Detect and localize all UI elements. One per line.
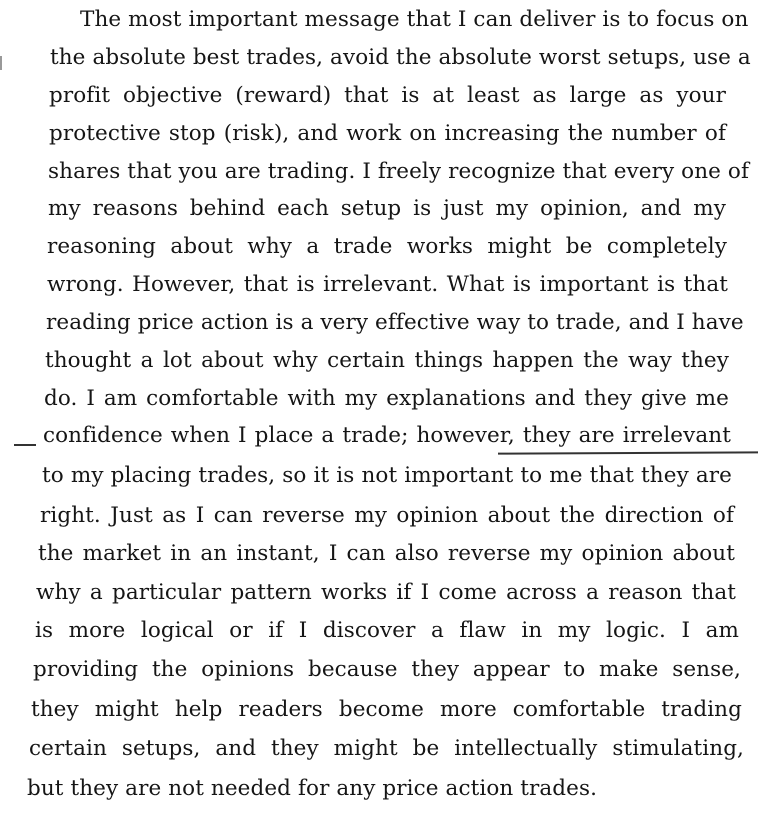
text-line: The most important message that I can deliver is to focus on (80, 7, 749, 32)
text-line: thought a lot about why certain things happen the way they (45, 348, 729, 373)
pencil-underline (498, 451, 758, 454)
text-line: profit objective (reward) that is at least as large as your (49, 83, 726, 108)
text-line: reading price action is a very effective way to trade, and I have (46, 310, 744, 335)
text-line: right. Just as I can reverse my opinion about the direction of (40, 503, 734, 528)
text-line: reasoning about why a trade works might be completely (47, 234, 727, 259)
text-line: confidence when I place a trade; however, they are irrelevant (43, 423, 731, 448)
text-line: to my placing trades, so it is not important to me that they are (42, 463, 732, 488)
text-line: wrong. However, that is irrelevant. What is important is that (47, 272, 728, 297)
pencil-underline-left (14, 444, 36, 446)
text-line: certain setups, and they might be intellectually stimulating, (29, 736, 744, 761)
text-line: why a particular pattern works if I come across a reason that (36, 580, 736, 605)
text-line: is more logical or if I discover a flaw in my logic. I am (35, 618, 739, 643)
text-line: the market in an instant, I can also reverse my opinion about (38, 541, 735, 566)
text-line: do. I am comfortable with my explanations and they give me (44, 386, 729, 411)
text-line: protective stop (risk), and work on increasing the number of (49, 121, 726, 146)
text-line: my reasons behind each setup is just my opinion, and my (48, 196, 726, 221)
text-line: shares that you are trading. I freely recognize that every one of (48, 159, 750, 184)
text-line: but they are not needed for any price action trades. (27, 776, 598, 801)
text-line: providing the opinions because they appear to make sense, (33, 657, 741, 682)
text-line: they might help readers become more comfortable trading (31, 697, 742, 722)
text-line: the absolute best trades, avoid the absolute worst setups, use a (50, 45, 751, 70)
scan-edge-mark (0, 56, 2, 70)
